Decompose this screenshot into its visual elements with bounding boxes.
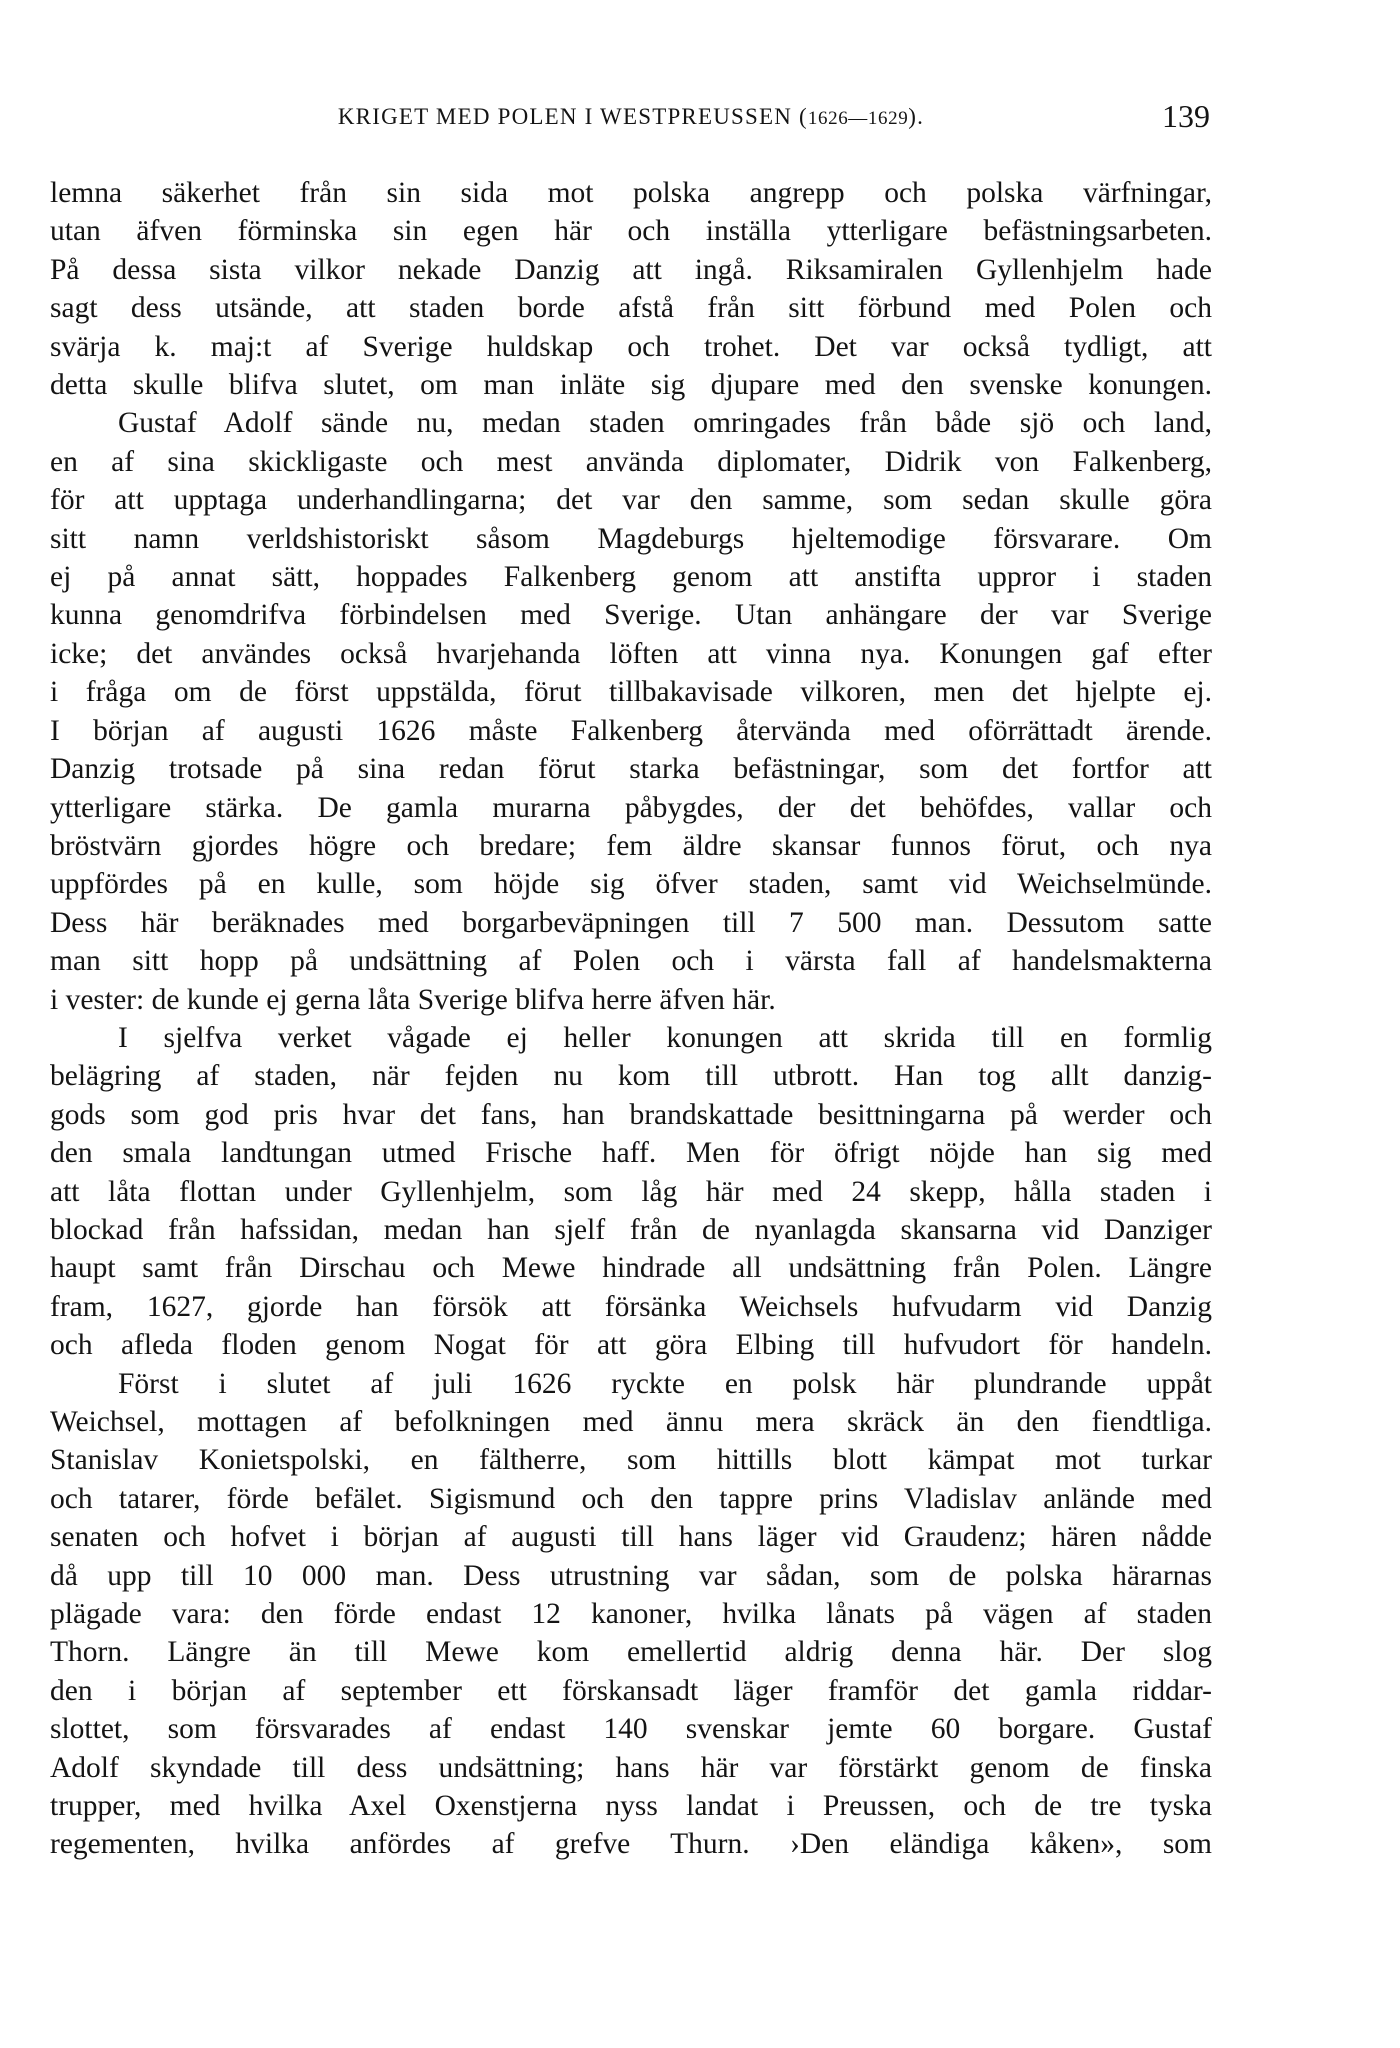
text-line: På dessa sista vilkor nekade Danzig att ingå. Riksamiralen Gyllenhjelm hade [50,253,1212,286]
text-line: att låta flottan under Gyllenhjelm, som låg här med 24 skepp, hålla staden i [50,1175,1212,1208]
text-line: icke; det användes också hvarjehanda löften att vinna nya. Konungen gaf efter [50,637,1212,670]
text-line: gods som god pris hvar det fans, han brandskattade besittningarna på werder och [50,1098,1212,1131]
text-line: I början af augusti 1626 måste Falkenberg återvända med oförrättadt ärende. [50,714,1212,747]
text-line: haupt samt från Dirschau och Mewe hindrade all undsättning från Polen. Längre [50,1252,1212,1285]
text-line: fram, 1627, gjorde han försök att försänka Weichsels hufvudarm vid Danzig [50,1290,1212,1323]
text-line: Weichsel, mottagen af befolkningen med ännu mera skräck än den fiendtliga. [50,1406,1212,1438]
text-line: kunna genomdrifva förbindelsen med Sverige. Utan anhängare der var Sverige [50,599,1212,632]
text-line: då upp till 10 000 man. Dess utrustning var sådan, som de polska härarnas [50,1559,1212,1592]
text-line: sitt namn verldshistoriskt såsom Magdeburgs hjeltemodige försvarare. Om [50,522,1212,555]
text-line: regementen, hvilka anfördes af grefve Thurn. ›Den eländiga kåken», som [50,1828,1212,1861]
text-line: sagt dess utsände, att staden borde afstå från sitt förbund med Polen och [50,292,1212,325]
chapter-title-main: KRIGET MED POLEN I WESTPREUSSEN ( [337,104,808,129]
text-line: slottet, som försvarades af endast 140 svenskar jemte 60 borgare. Gustaf [50,1713,1212,1746]
text-line: Stanislav Konietspolski, en fältherre, som hittills blott kämpat mot turkar [50,1444,1212,1477]
text-line: och tatarer, förde befälet. Sigismund och den tappre prins Vladislav anlände med [50,1482,1212,1515]
chapter-title-close: ). [908,104,925,129]
text-line: i vester: de kunde ej gerna låta Sverige blifva herre äfven här. [50,983,776,1016]
text-line: svärja k. maj:t af Sverige huldskap och trohet. Det var också tydligt, att [50,330,1212,363]
text-line: Dess här beräknades med borgarbeväpningen till 7 500 man. Dessutom satte [50,906,1212,939]
text-line: Danzig trotsade på sina redan förut starka befästningar, som det fortfor att [50,753,1212,786]
text-line: uppfördes på en kulle, som höjde sig öfver staden, samt vid Weichselmünde. [50,868,1212,901]
text-line: Gustaf Adolf sände nu, medan staden omringades från både sjö och land, [118,407,1212,440]
text-line: belägring af staden, när fejden nu kom till utbrott. Han tog allt danzig- [50,1060,1212,1093]
text-line: för att upptaga underhandlingarna; det var den samme, som sedan skulle göra [50,484,1212,517]
text-line: i fråga om de först uppstälda, förut tillbakavisade vilkoren, men det hjelpte ej. [50,676,1212,709]
text-line: detta skulle blifva slutet, om man inläte sig djupare med den svenske konungen. [50,369,1212,402]
text-line: senaten och hofvet i början af augusti till hans läger vid Graudenz; hären nådde [50,1521,1212,1554]
chapter-title [52,104,1210,130]
text-line: ytterligare stärka. De gamla murarna påbygdes, der det behöfdes, vallar och [50,791,1212,824]
text-line: utan äfven förminska sin egen här och inställa ytterligare befästningsarbeten. [50,215,1212,248]
text-line: den i början af september ett förskansadt läger framför det gamla riddar- [50,1674,1212,1707]
text-line: man sitt hopp på undsättning af Polen och i värsta fall af handelsmakterna [50,945,1212,978]
text-line: och afleda floden genom Nogat för att göra Elbing till hufvudort för handeln. [50,1329,1212,1362]
text-line: Först i slutet af juli 1626 ryckte en polsk här plundrande uppåt [118,1367,1212,1400]
text-line: I sjelfva verket vågade ej heller konungen att skrida till en formlig [118,1021,1212,1054]
text-line: bröstvärn gjordes högre och bredare; fem äldre skansar funnos förut, och nya [50,829,1212,862]
running-header [52,98,1210,142]
text-line: en af sina skickligaste och mest använda diplomater, Didrik von Falkenberg, [50,445,1212,478]
chapter-title-years: 1626—1629 [807,108,909,129]
text-line: trupper, med hvilka Axel Oxenstjerna nyss landat i Preussen, och de tre tyska [50,1790,1212,1823]
text-line: den smala landtungan utmed Frische haff. Men för öfrigt nöjde han sig med [50,1137,1212,1170]
text-line: blockad från hafssidan, medan han sjelf från de nyanlagda skansarna vid Danziger [50,1213,1212,1246]
page-number: 139 [1162,98,1210,134]
text-line: ej på annat sätt, hoppades Falkenberg genom att anstifta uppror i staden [50,561,1212,594]
text-line: Thorn. Längre än till Mewe kom emellertid aldrig denna här. Der slog [50,1636,1212,1669]
text-line: plägade vara: den förde endast 12 kanoner, hvilka lånats på vägen af staden [50,1598,1212,1631]
body-text [50,174,1212,1864]
text-line: Adolf skyndade till dess undsättning; hans här var förstärkt genom de finska [50,1751,1212,1784]
text-line: lemna säkerhet från sin sida mot polska angrepp och polska värfningar, [50,177,1212,209]
